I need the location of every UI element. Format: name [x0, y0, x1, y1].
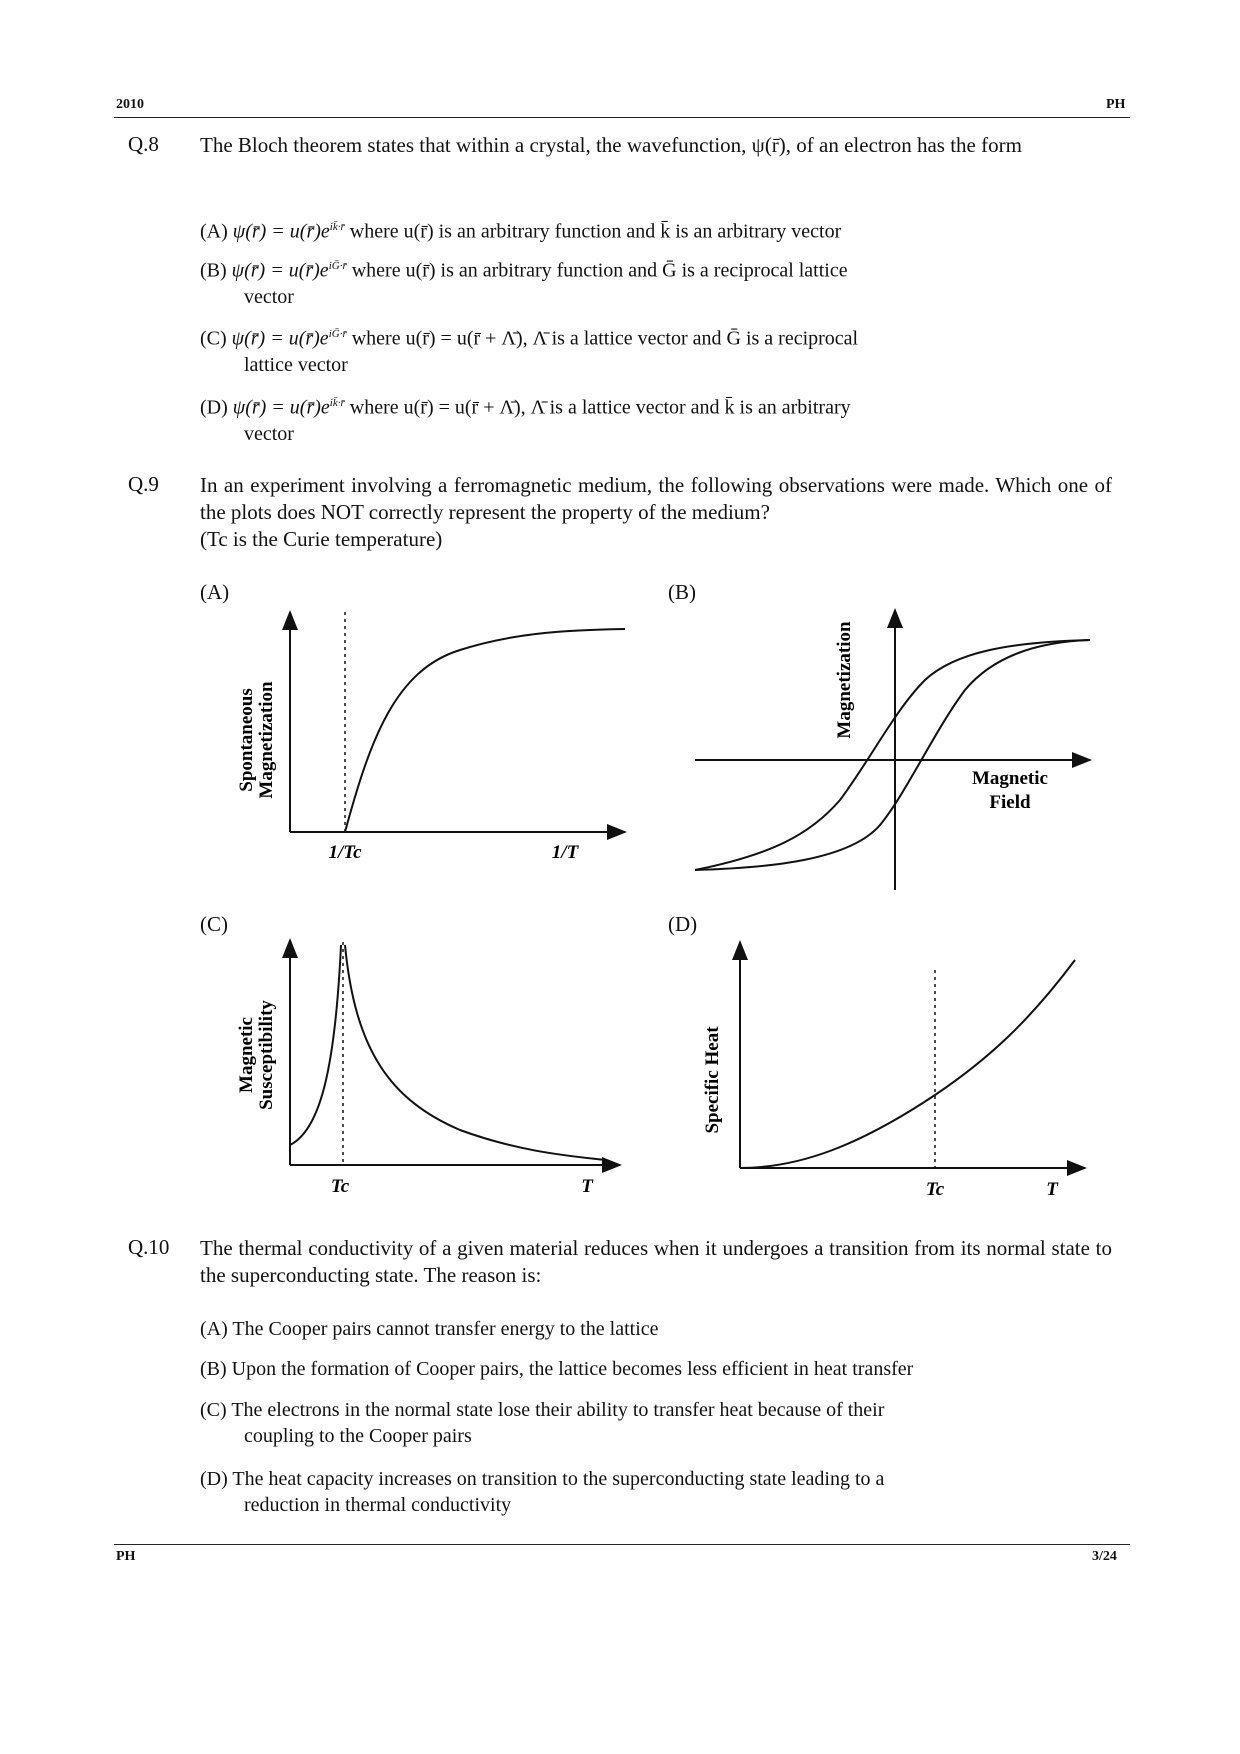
header-rule [114, 117, 1130, 118]
q8-option-a-label: (A) [200, 220, 228, 243]
plot-b-label: (B) [668, 580, 696, 604]
plot-b [680, 600, 1120, 890]
q9-text [200, 472, 1112, 553]
plot-a-ylabel-2: Magnetization [256, 681, 277, 799]
plot-c-label: (C) [200, 912, 228, 936]
q10-option-a-label: (A) [200, 1318, 228, 1340]
plot-d-tick-2: T [1046, 1179, 1058, 1200]
q8-option-b [200, 253, 1120, 310]
plot-a-ylabel-1: Spontaneous [236, 688, 257, 792]
q8-number: Q.8 [128, 132, 159, 156]
q10-number: Q.10 [128, 1235, 170, 1259]
q8-option-b-exp: iḠ·r̄ [328, 260, 347, 272]
header-year: 2010 [116, 97, 144, 112]
plot-c-curve-right [345, 945, 605, 1160]
q10-option-d-cont: reduction in thermal conductivity [244, 1494, 512, 1516]
plot-a [220, 600, 640, 860]
q8-option-c-rest: where u(r̄) = u(r̄ + Λ̄), Λ̄ is a lattice vector and Ḡ is a reciprocal [346, 327, 859, 350]
plot-c-ylabel-1: Magnetic [236, 1017, 257, 1093]
footer-page: 3/24 [1092, 1549, 1117, 1564]
q8-option-b-cont: vector [244, 285, 294, 308]
plot-b-xlabel-2: Field [989, 792, 1031, 813]
q10-option-c-cont: coupling to the Cooper pairs [244, 1425, 472, 1447]
q10-option-d-label: (D) [200, 1468, 228, 1490]
q10-option-c-label: (C) [200, 1399, 227, 1421]
q9-note: (Tc is the Curie temperature) [200, 527, 443, 551]
q8-option-c-exp: iḠ·r̄ [328, 328, 347, 340]
q8-option-c-formula: ψ(r̄) = u(r̄)e [231, 327, 329, 350]
q10-text: The thermal conductivity of a given material reduces when it undergoes a transition from its normal state to the superconducting state. The reason is: [200, 1236, 1112, 1287]
plot-d [690, 930, 1110, 1210]
q8-text: The Bloch theorem states that within a crystal, the wavefunction, ψ(r̄), of an electron has the form [200, 133, 1022, 157]
q8-option-a-formula: ψ(r̄) = u(r̄)e [232, 220, 330, 243]
plot-d-label: (D) [668, 912, 698, 936]
plot-a-tick-2: 1/T [551, 842, 579, 860]
plot-b-ylabel: Magnetization [834, 621, 855, 739]
q10-option-b [200, 1356, 1120, 1382]
q8-option-c-label: (C) [200, 327, 227, 350]
q9-question: In an experiment involving a ferromagnetic medium, the following observations were made. Which one of the plots does NOT correctly represent the property of the medium? [200, 473, 1112, 524]
plot-d-ylabel: Specific Heat [702, 1026, 723, 1134]
q10-option-c-text: The electrons in the normal state lose their ability to transfer heat because of their [231, 1399, 885, 1421]
q8-option-b-rest: where u(r̄) is an arbitrary function and Ḡ is a reciprocal lattice [346, 259, 848, 282]
q8-option-d-formula: ψ(r̄) = u(r̄)e [232, 396, 330, 419]
q10-option-a-text: The Cooper pairs cannot transfer energy to the lattice [232, 1318, 659, 1340]
q8-option-d-rest: where u(r̄) = u(r̄ + Λ̄), Λ̄ is a lattice vector and k̄ is an arbitrary [344, 396, 851, 419]
plot-b-xlabel-1: Magnetic [972, 768, 1048, 789]
q10-option-c [200, 1397, 1120, 1449]
q10-option-a [200, 1316, 1120, 1342]
plot-c [220, 930, 640, 1200]
plot-a-curve [345, 629, 625, 832]
plot-b-lower-branch [695, 640, 1090, 870]
plot-c-curve-left [290, 945, 341, 1145]
q8-option-d-exp: ik̄·r̄ [329, 397, 345, 409]
q8-option-a [200, 214, 1120, 245]
plot-c-tick-2: T [581, 1176, 593, 1197]
q10-option-b-label: (B) [200, 1358, 227, 1380]
q9-number: Q.9 [128, 472, 159, 496]
q8-option-a-rest: where u(r̄) is an arbitrary function and k̄ is an arbitrary vector [344, 220, 842, 243]
q8-option-d [200, 390, 1120, 447]
q10-option-b-text: Upon the formation of Cooper pairs, the lattice becomes less efficient in heat transfer [231, 1358, 914, 1380]
plot-a-label: (A) [200, 580, 230, 604]
plot-b-upper-branch [695, 640, 1090, 870]
footer-rule [114, 1544, 1130, 1545]
q8-option-c-cont: lattice vector [244, 353, 348, 376]
plot-c-tick-1: Tc [330, 1176, 350, 1197]
plot-a-tick-1: 1/Tc [328, 842, 362, 860]
q8-option-b-label: (B) [200, 259, 227, 282]
q10-option-d-text: The heat capacity increases on transition to the superconducting state leading to a [232, 1468, 885, 1490]
q8-option-c [200, 321, 1120, 378]
q8-option-a-exp: ik̄·r̄ [329, 221, 345, 233]
footer-code: PH [116, 1549, 136, 1564]
header-code: PH [1106, 97, 1126, 112]
q8-option-b-formula: ψ(r̄) = u(r̄)e [231, 259, 329, 282]
q8-option-d-cont: vector [244, 422, 294, 445]
q8-option-d-label: (D) [200, 396, 228, 419]
plot-d-curve [740, 960, 1075, 1168]
plot-c-ylabel-2: Susceptibility [256, 1000, 277, 1110]
q10-option-d [200, 1466, 1120, 1518]
plot-d-tick-1: Tc [925, 1179, 945, 1200]
